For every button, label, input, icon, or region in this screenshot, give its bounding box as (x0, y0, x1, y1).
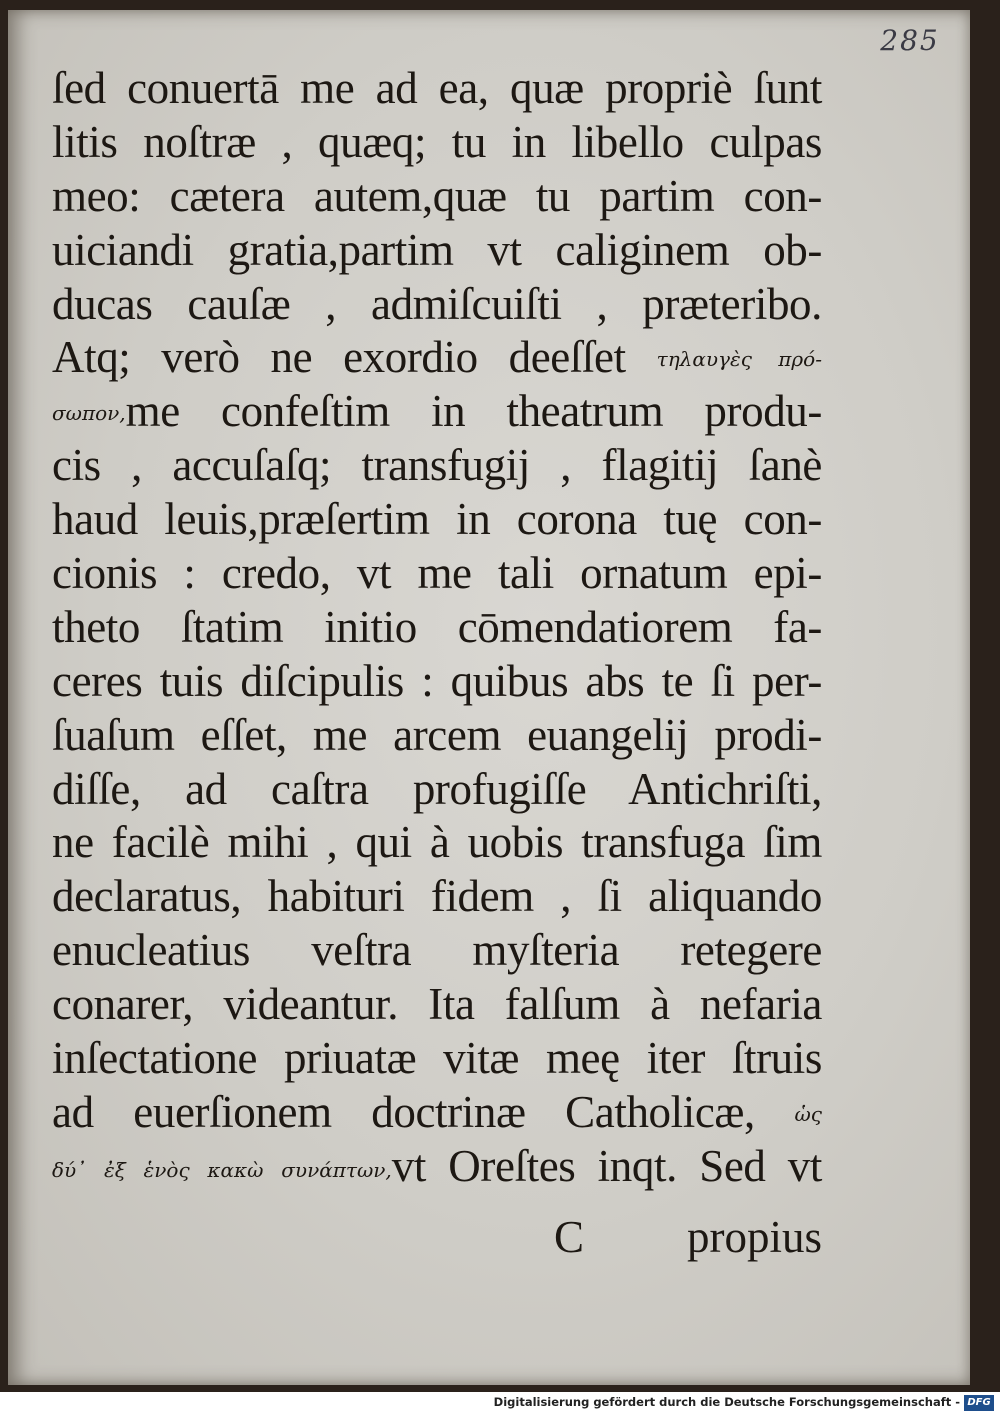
body-text (52, 62, 822, 1194)
text-segment: vt Oreſtes inqt. Sed vt (391, 1140, 822, 1191)
text-line: conarer, videantur. Ita falſum à nefaria (52, 979, 822, 1030)
text-line: ducas cauſæ , admiſcuiſti , præteribo. (52, 278, 822, 329)
text-line: meo: cætera autem,quæ tu partim con- (52, 170, 822, 221)
footer-bar (0, 1392, 1000, 1416)
text-line: declaratus, habituri fidem , ſi aliquando (52, 871, 822, 922)
text-line: diſſe, ad caſtra profugiſſe Antichriſti, (52, 763, 822, 814)
text-line: cionis : credo, vt me tali ornatum epi- (52, 548, 822, 599)
text-line: cis , accuſaſq; transfugij , flagitij ſanè (52, 440, 822, 491)
greek-phrase: τηλαυγὲς πρό- (656, 347, 822, 372)
dfg-logo: DFG (964, 1395, 994, 1411)
text-line: litis noſtræ , quæq; tu in libello culpas (52, 116, 822, 167)
greek-phrase: ὡς (794, 1101, 822, 1126)
greek-phrase: σωπον, (52, 401, 126, 426)
text-line: ceres tuis diſcipulis : quibus abs te ſi per- (52, 655, 822, 706)
text-line: inſectatione priuatæ vitæ meę iter ſtruis (52, 1033, 822, 1084)
signature-line (52, 1211, 822, 1267)
text-line: theto ſtatim initio cōmendatiorem fa- (52, 601, 822, 652)
page-number: 285 (880, 24, 940, 57)
text-line: ne facilè mihi , qui à uobis transfuga ſim (52, 817, 822, 868)
text-line: uiciandi gratia,partim vt caliginem ob- (52, 224, 822, 275)
text-segment: me confeſtim in theatrum produ- (125, 386, 822, 437)
text-line: ſed conuertā me ad ea, quæ propriè ſunt (52, 63, 822, 113)
text-line: enucleatius veſtra myſteria retegere (52, 925, 822, 976)
text-line: haud leuis,præſertim in corona tuę con- (52, 494, 822, 545)
funding-credit: Digitalisierung gefördert durch die Deutsche Forschungsgemeinschaft - (493, 1395, 960, 1409)
text-line (52, 331, 822, 385)
text-line: ſuaſum eſſet, me arcem euangelij prodi- (52, 709, 822, 760)
text-line (52, 1086, 822, 1140)
text-line (52, 1140, 822, 1194)
catchword: propius (687, 1212, 822, 1262)
text-segment: Atq; verò ne exordio deeſſet (52, 332, 657, 383)
text-segment: ad euerſionem doctrinæ Catholicæ, (52, 1086, 795, 1137)
text-line (52, 385, 822, 439)
signature-mark: C (554, 1212, 585, 1262)
greek-phrase: δύ᾽ ἐξ ἑνὸς κακὼ συνάπτων, (52, 1157, 392, 1182)
